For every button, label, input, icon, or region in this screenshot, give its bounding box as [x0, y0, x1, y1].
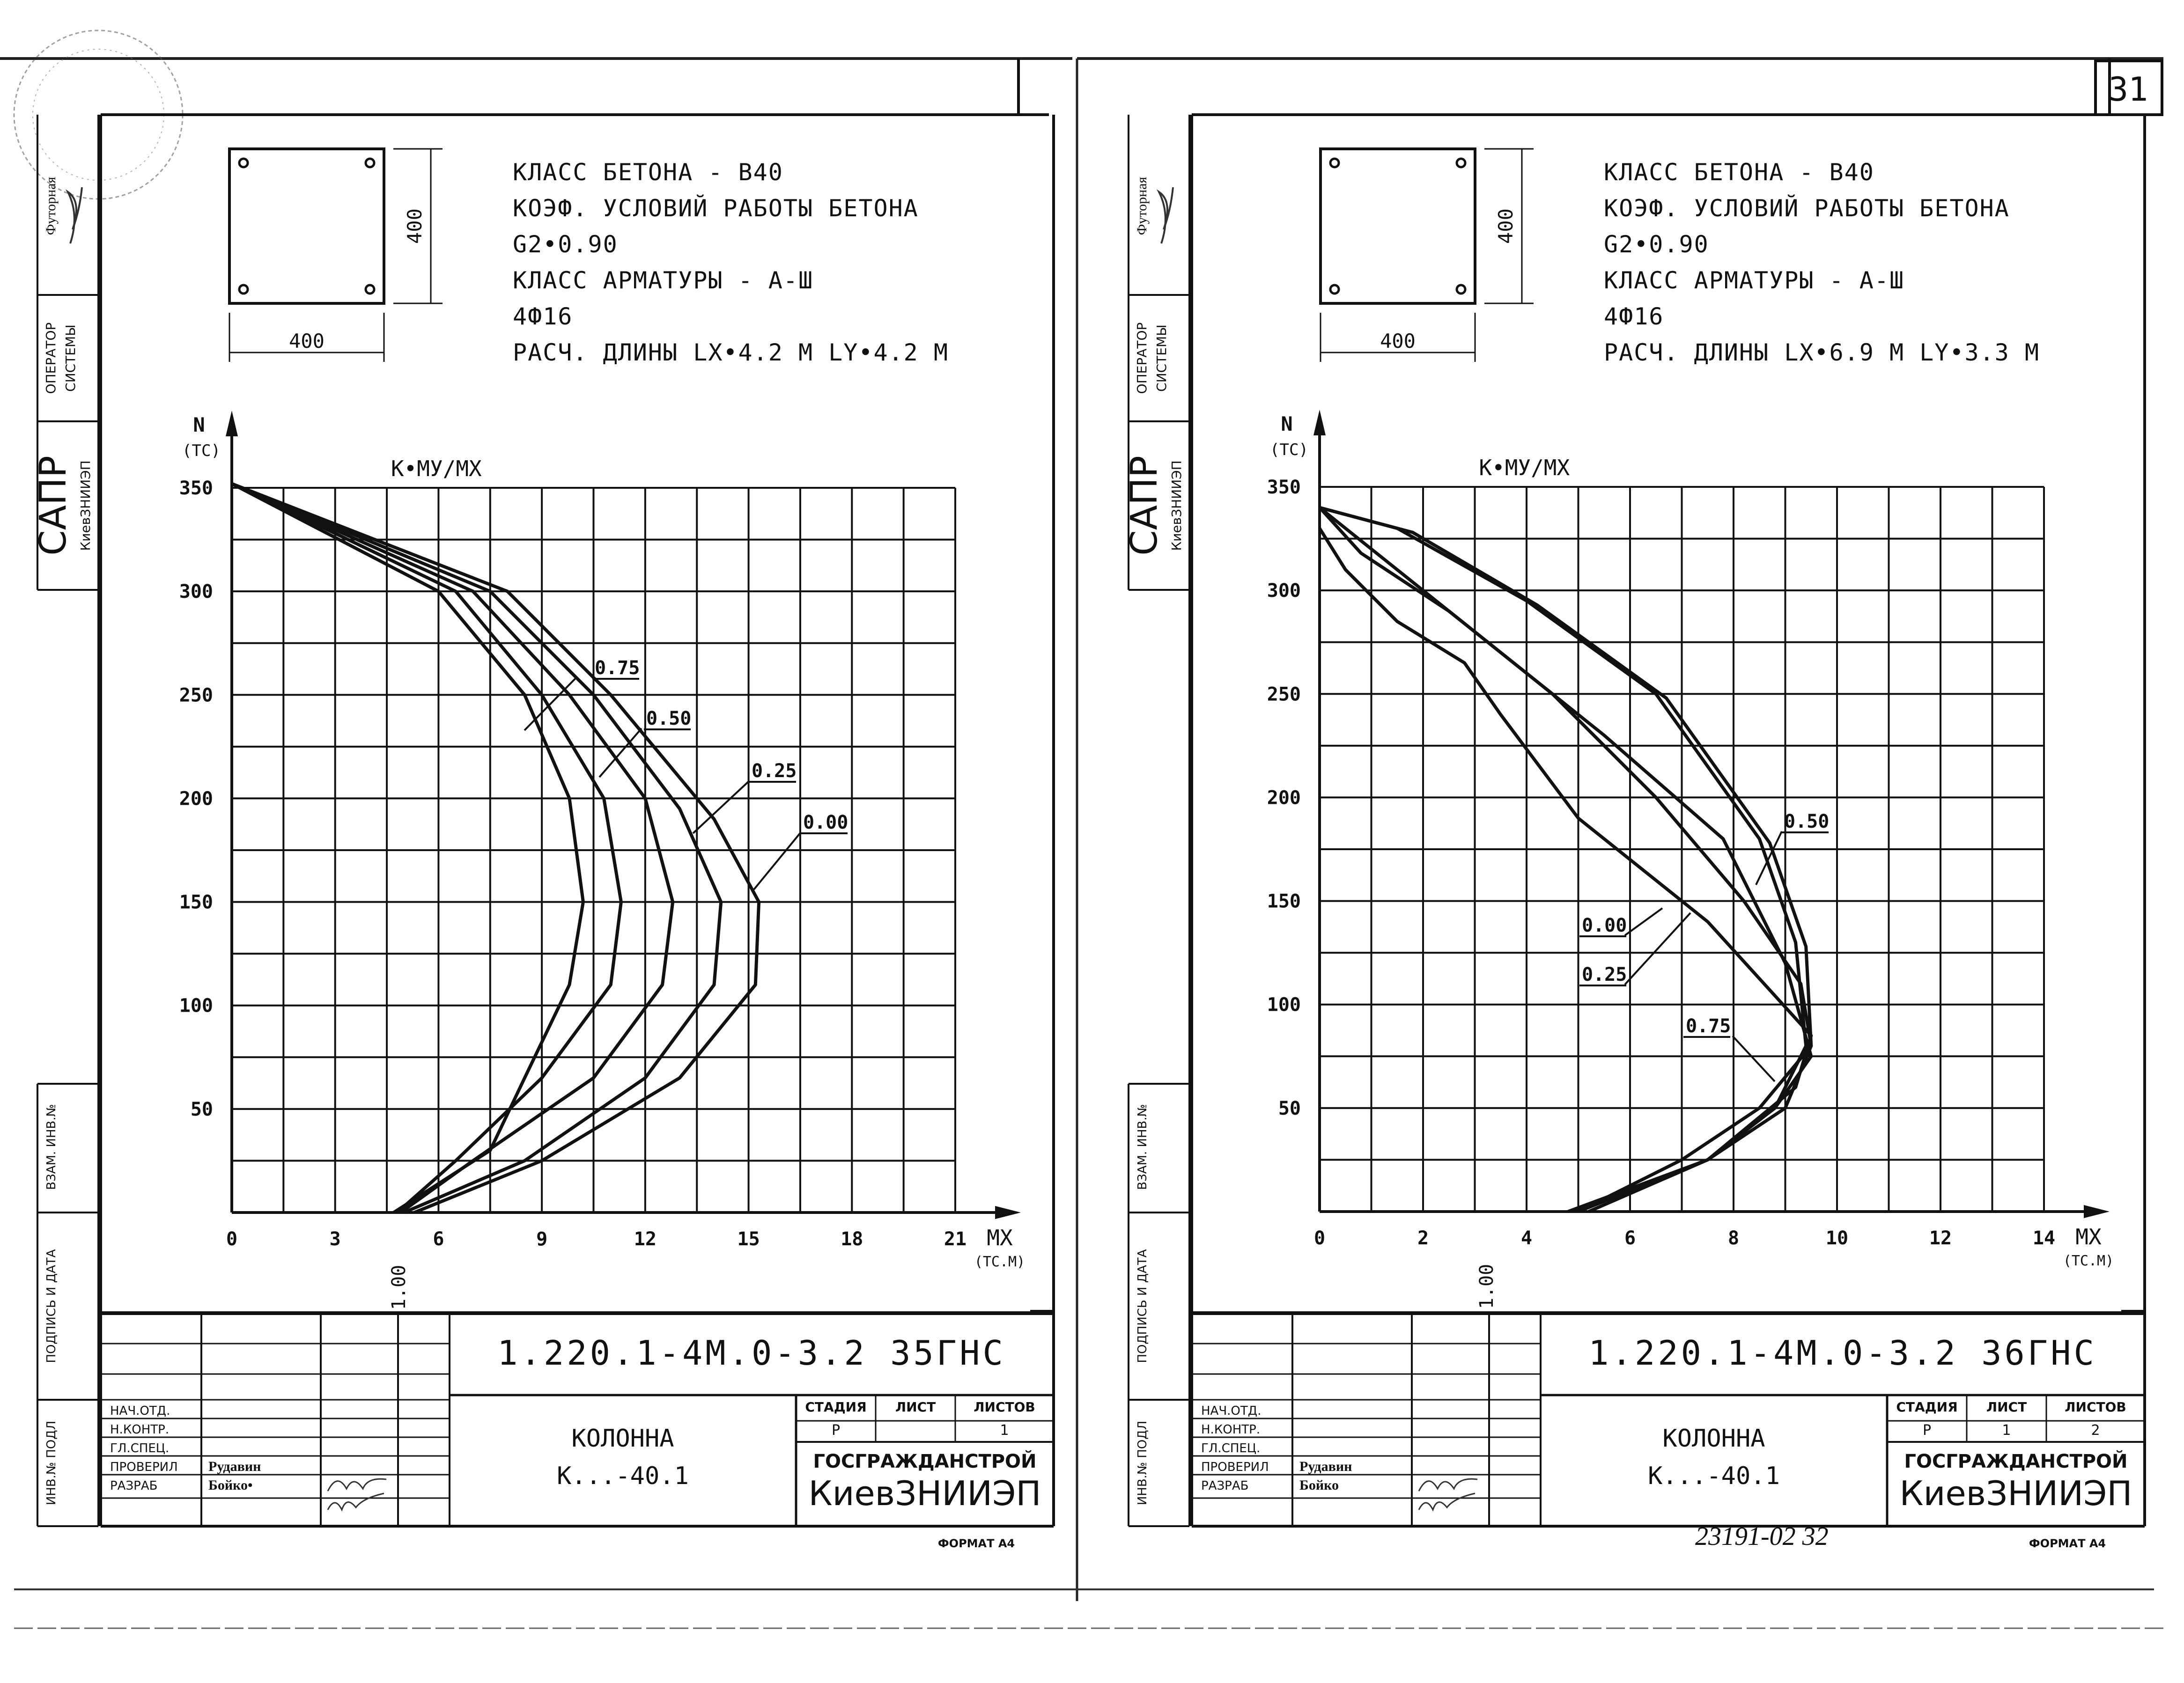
y-tick-label: 300: [1267, 580, 1301, 602]
stamp-vzam-label: ВЗАМ. ИНВ.№: [1136, 1104, 1150, 1190]
param-line: G2•0.90: [513, 231, 618, 258]
param-line: G2•0.90: [1604, 231, 1709, 258]
ratio-label-extra: 1.00: [388, 1264, 410, 1310]
y-tick-label: 350: [179, 478, 213, 499]
format-label: ФОРМАТ А4: [937, 1537, 1015, 1550]
series-label: 0.75: [1686, 1015, 1731, 1037]
stamp-futornaya-label: Футорная: [1134, 176, 1150, 235]
role-label: ГЛ.СПЕЦ.: [110, 1441, 170, 1455]
stamp-inv-label: ИНВ.№ ПОДЛ: [1136, 1420, 1150, 1506]
x-tick-label: 10: [1825, 1227, 1849, 1249]
ratio-label-extra: 1.00: [1476, 1264, 1498, 1309]
signer-name: Бойко: [1299, 1477, 1339, 1493]
org-name-2: КиевЗНИИЭП: [808, 1474, 1041, 1513]
x-axis-unit: (ТС.М): [974, 1254, 1026, 1270]
header-sheet: ЛИСТ: [895, 1399, 936, 1415]
x-tick-label: 0: [226, 1228, 238, 1250]
role-label: НАЧ.ОТД.: [1201, 1404, 1262, 1418]
stamp-operator-label: ОПЕРАТОР: [1134, 322, 1150, 394]
page-number: 31: [2108, 70, 2148, 109]
stamp-systems-label: СИСТЕМЫ: [1154, 324, 1169, 392]
stamp-sapr-label: САПР: [1123, 456, 1166, 556]
series-label: 0.25: [1582, 964, 1627, 985]
stamp-podpis-label: ПОДПИСЬ И ДАТА: [44, 1249, 59, 1363]
org-name-2: КиевЗНИИЭП: [1899, 1474, 2132, 1513]
section-height-label: 400: [1494, 208, 1517, 244]
x-tick-label: 8: [1727, 1227, 1740, 1249]
x-tick-label: 2: [1417, 1227, 1429, 1249]
param-line: РАСЧ. ДЛИНЫ LX•4.2 M LY•4.2 M: [513, 339, 949, 366]
role-label: ПРОВЕРИЛ: [110, 1460, 178, 1474]
signer-name: Рудавин: [1299, 1459, 1352, 1474]
header-stage: СТАДИЯ: [1896, 1399, 1958, 1415]
stamp-podpis-label: ПОДПИСЬ И ДАТА: [1136, 1249, 1150, 1363]
role-label: РАЗРАБ: [110, 1479, 158, 1493]
x-tick-label: 21: [944, 1228, 967, 1250]
x-tick-label: 9: [536, 1228, 548, 1250]
series-label: 0.25: [752, 760, 797, 782]
signer-name: Рудавин: [208, 1459, 261, 1474]
y-tick-label: 100: [179, 995, 213, 1017]
item-name: КОЛОННА: [571, 1425, 674, 1453]
item-name: КОЛОННА: [1662, 1425, 1765, 1453]
x-tick-label: 3: [329, 1228, 341, 1250]
stamp-inv-label: ИНВ.№ ПОДЛ: [44, 1420, 59, 1506]
stamp-systems-label: СИСТЕМЫ: [63, 324, 78, 392]
series-label: 0.00: [1582, 915, 1627, 936]
header-stage: СТАДИЯ: [805, 1399, 867, 1415]
sheet-value: 1: [2002, 1422, 2011, 1439]
item-mark: К...-40.1: [1648, 1462, 1780, 1490]
sheets-count-value: 1: [1000, 1422, 1009, 1439]
x-axis-label: МХ: [987, 1225, 1013, 1250]
stage-value: Р: [831, 1422, 841, 1439]
stamp-sapr-label: САПР: [32, 456, 74, 556]
role-label: НАЧ.ОТД.: [110, 1404, 170, 1418]
y-axis-label: N: [193, 413, 205, 436]
org-name: ГОСГРАЖДАНСТРОЙ: [1904, 1451, 2128, 1472]
item-mark: К...-40.1: [557, 1462, 689, 1490]
chart-title: К•МУ/МХ: [391, 456, 482, 481]
x-tick-label: 0: [1313, 1227, 1326, 1249]
param-line: КЛАСС АРМАТУРЫ - А-Ш: [1604, 267, 1905, 294]
x-tick-label: 18: [841, 1228, 863, 1250]
series-label: 0.00: [803, 812, 849, 833]
stamp-vzam-label: ВЗАМ. ИНВ.№: [44, 1104, 59, 1190]
header-sheets: ЛИСТОВ: [974, 1399, 1035, 1415]
x-tick-label: 12: [1929, 1227, 1952, 1249]
y-axis-unit: (ТС): [1270, 441, 1308, 459]
role-label: Н.КОНТР.: [1201, 1423, 1261, 1437]
param-line: КЛАСС БЕТОНА - В40: [1604, 159, 1874, 186]
param-line: 4Ф16: [513, 303, 573, 330]
y-tick-label: 200: [179, 788, 213, 810]
stamp-operator-label: ОПЕРАТОР: [43, 322, 59, 394]
role-label: ПРОВЕРИЛ: [1201, 1460, 1269, 1474]
x-tick-label: 15: [737, 1228, 760, 1250]
param-line: КОЭФ. УСЛОВИЙ РАБОТЫ БЕТОНА: [1604, 195, 2010, 222]
x-axis-label: МХ: [2075, 1224, 2102, 1249]
param-line: КОЭФ. УСЛОВИЙ РАБОТЫ БЕТОНА: [513, 195, 919, 222]
param-line: РАСЧ. ДЛИНЫ LX•6.9 M LY•3.3 M: [1604, 339, 2040, 366]
y-tick-label: 100: [1267, 994, 1301, 1016]
section-height-label: 400: [403, 208, 426, 244]
y-tick-label: 250: [179, 684, 213, 706]
y-tick-label: 50: [1278, 1097, 1301, 1119]
series-label: 0.75: [595, 657, 640, 679]
header-sheet: ЛИСТ: [1986, 1399, 2027, 1415]
param-line: КЛАСС БЕТОНА - В40: [513, 159, 783, 186]
sheets-count-value: 2: [2091, 1422, 2100, 1439]
param-line: КЛАСС АРМАТУРЫ - А-Ш: [513, 267, 814, 294]
stage-value: Р: [1922, 1422, 1932, 1439]
signer-name: Бойко•: [208, 1477, 253, 1493]
y-axis-unit: (ТС): [182, 441, 221, 460]
document-code: 1.220.1-4M.0-3.2 35ГНС: [497, 1333, 1006, 1373]
y-tick-label: 300: [179, 581, 213, 603]
role-label: Н.КОНТР.: [110, 1423, 170, 1437]
section-width-label: 400: [1380, 330, 1416, 353]
header-sheets: ЛИСТОВ: [2065, 1399, 2126, 1415]
handwritten-archive-number: 23191-02 32: [1695, 1522, 1829, 1551]
x-axis-unit: (ТС.М): [2063, 1253, 2114, 1269]
y-tick-label: 150: [179, 891, 213, 913]
x-tick-label: 4: [1520, 1227, 1533, 1249]
y-tick-label: 200: [1267, 787, 1301, 809]
org-name: ГОСГРАЖДАНСТРОЙ: [813, 1451, 1037, 1472]
stamp-institute-label: КиевЗНИИЭП: [1169, 460, 1184, 551]
series-label: 0.50: [1784, 811, 1830, 832]
y-tick-label: 150: [1267, 890, 1301, 912]
y-tick-label: 350: [1267, 477, 1301, 498]
x-tick-label: 6: [1624, 1227, 1636, 1249]
role-label: ГЛ.СПЕЦ.: [1201, 1441, 1261, 1455]
x-tick-label: 6: [433, 1228, 444, 1250]
param-line: 4Ф16: [1604, 303, 1664, 330]
format-label: ФОРМАТ А4: [2029, 1537, 2106, 1550]
chart-title: К•МУ/МХ: [1479, 455, 1570, 480]
x-tick-label: 14: [2032, 1227, 2056, 1249]
y-axis-label: N: [1281, 412, 1293, 435]
document-code: 1.220.1-4M.0-3.2 36ГНС: [1588, 1333, 2097, 1373]
stamp-institute-label: КиевЗНИИЭП: [78, 460, 93, 551]
series-label: 0.50: [646, 708, 692, 729]
x-tick-label: 12: [634, 1228, 657, 1250]
y-tick-label: 250: [1267, 683, 1301, 706]
stamp-futornaya-label: Футорная: [43, 176, 59, 235]
y-tick-label: 50: [190, 1098, 213, 1120]
section-width-label: 400: [289, 330, 325, 353]
role-label: РАЗРАБ: [1201, 1479, 1249, 1493]
